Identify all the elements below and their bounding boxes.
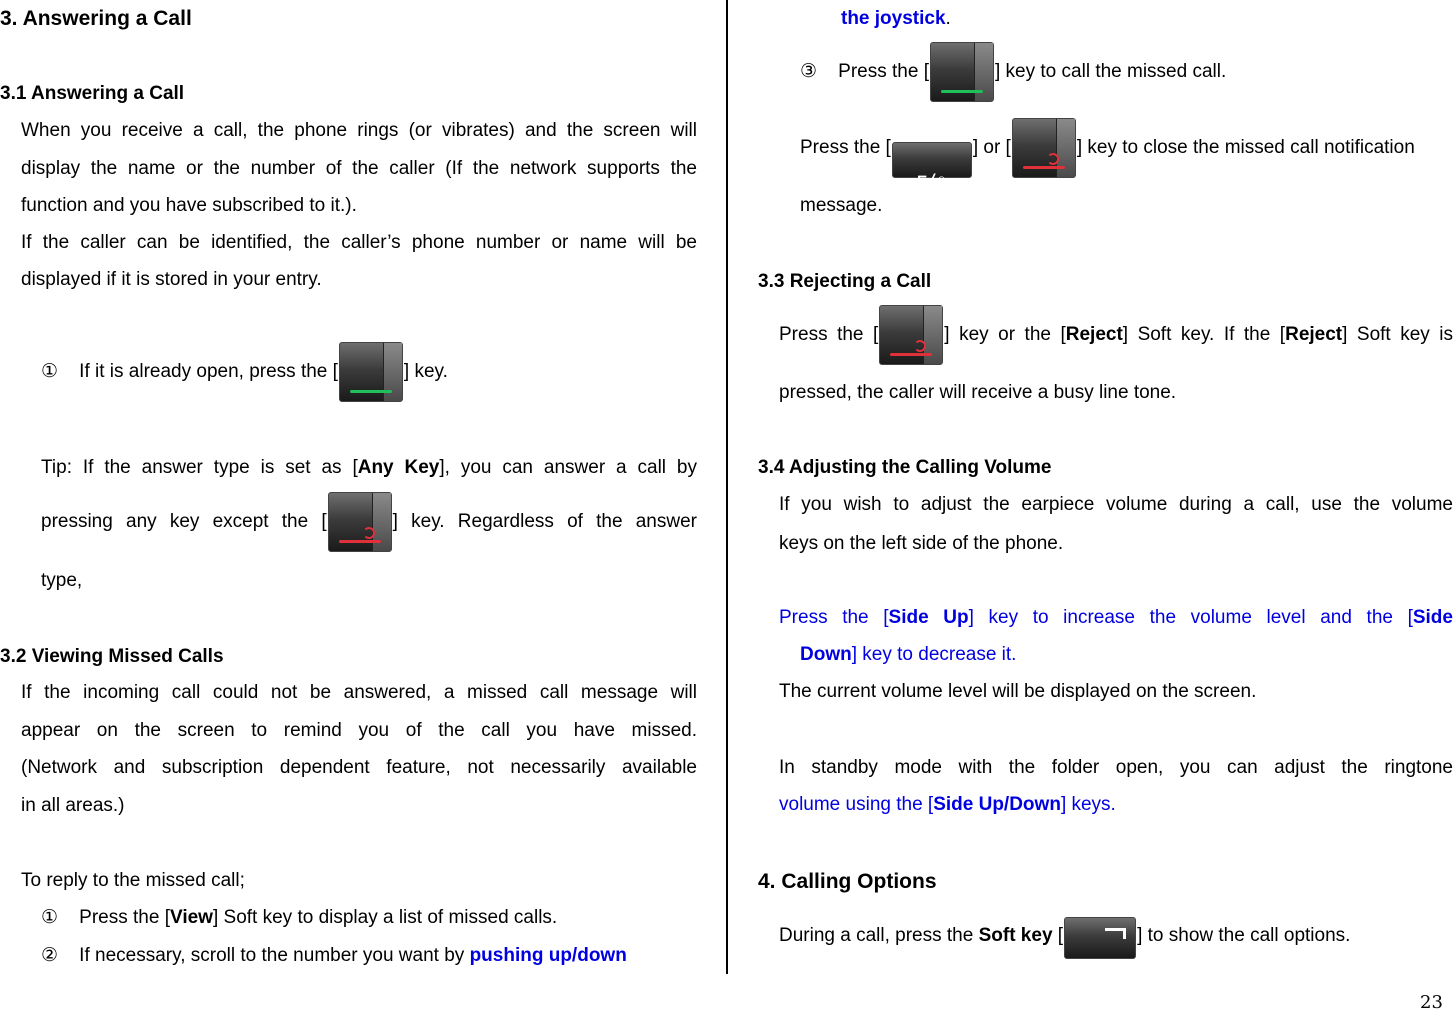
step-1-text-post: ] key. [403,361,448,382]
reply-step-1 [41,907,557,929]
the-joystick-text: the joystick [841,8,946,29]
close-notification-line [800,118,1415,189]
intro-line-2: display the name or the number of the caller (If the network supports the [21,158,697,179]
send-key-icon [339,342,403,402]
page-number: 23 [1420,992,1443,1013]
close-pre: Press the [ [800,137,891,158]
volume-line-2: keys on the left side of the phone. [779,533,1064,554]
step-3-pre: Press the [ [838,61,929,82]
intro-line-4: If the caller can be identified, the caller’s phone number or name will be [21,232,697,253]
heading-calling-options: 4. Calling Options [758,870,937,893]
step-3-marker: ③ [800,61,818,82]
step-1-marker: ① [41,361,59,382]
standby-post: ] keys. [1060,794,1116,815]
down-label: Down [800,644,852,665]
during-mid: [ [1052,925,1064,946]
reply-intro: To reply to the missed call; [21,870,245,891]
heading-answering-a-call: 3. Answering a Call [0,7,192,30]
clear-key-icon: ⊏/◦ [892,142,972,178]
missed-line-2: appear on the screen to remind you of the call you have missed. [21,720,697,741]
intro-line-3: function and you have subscribed to it.). [21,195,357,216]
step-1-text-pre: If it is already open, press the [ [79,361,338,382]
reply-step-2-marker: ② [41,945,59,966]
reply-step-1-pre: Press the [ [79,907,170,928]
reply-step-2-pre: If necessary, scroll to the number you want by [79,945,470,966]
heading-3-2: 3.2 Viewing Missed Calls [0,646,224,667]
missed-line-3: (Network and subscription dependent feature, not necessarily available [21,757,697,778]
tip-line-2-pre: pressing any key except the [ [41,511,327,532]
press-side-line-2 [800,644,1016,666]
pushing-up-down-text: pushing up/down [469,945,627,966]
intro-line-1: When you receive a call, the phone rings (or vibrates) and the screen will [21,120,697,141]
standby-line-2 [779,794,1116,816]
reply-step-1-post: ] Soft key to display a list of missed calls. [212,907,558,928]
step-3 [800,42,1226,102]
press-2-post: ] key to decrease it. [851,644,1017,665]
soft-key-icon [1064,917,1136,959]
close-post: ] key to close the missed call notification [1076,137,1415,158]
reply-step-2 [41,945,627,967]
tip-text-pre: Tip: If the answer type is set as [ [41,457,358,478]
reject-label-2: Reject [1285,324,1343,345]
joystick-period: . [945,8,951,29]
close-line-2: message. [800,195,883,216]
side-up-down-label: Side Up/Down [933,794,1061,815]
tip-line-2 [41,492,697,552]
current-volume-line: The current volume level will be displayed on the screen. [779,681,1257,702]
press-pre: Press the [ [779,607,889,628]
end-key-icon [328,492,392,552]
step-3-post: ] key to call the missed call. [995,61,1227,82]
intro-line-5: displayed if it is stored in your entry. [21,269,322,290]
soft-key-label: Soft key [978,925,1053,946]
reject-label-1: Reject [1065,324,1123,345]
side-up-label: Side Up [888,607,969,628]
tip-text-post: ], you can answer a call by [439,457,697,478]
during-post: ] to show the call options. [1137,925,1351,946]
missed-line-4: in all areas.) [21,795,125,816]
volume-line-1: If you wish to adjust the earpiece volume during a call, use the volume [779,494,1453,515]
reject-line-2: pressed, the caller will receive a busy line tone. [779,382,1177,403]
reject-pre: Press the [ [779,324,879,345]
reply-step-1-marker: ① [41,907,59,928]
reject-line-1 [779,305,1453,365]
tip-line-3: type, [41,570,83,591]
reject-mid-2: ] Soft key. If the [ [1122,324,1286,345]
standby-pre: volume using the [ [779,794,934,815]
reject-post: ] Soft key is [1342,324,1453,345]
heading-3-1: 3.1 Answering a Call [0,83,185,104]
end-key-icon [1012,118,1076,178]
step-1 [41,342,448,402]
reject-mid-1: ] key or the [ [944,324,1066,345]
tip-any-key: Any Key [357,457,440,478]
end-key-icon [879,305,943,365]
joystick-continuation [841,8,951,30]
send-key-icon [930,42,994,102]
column-divider [726,0,728,974]
side-label: Side [1412,607,1453,628]
press-mid: ] key to increase the volume level and the [ [968,607,1413,628]
tip-line-2-post: ] key. Regardless of the answer [392,511,697,532]
tip-line-1 [41,457,697,479]
during-pre: During a call, press the [779,925,979,946]
close-mid: ] or [ [972,137,1011,158]
heading-3-3: 3.3 Rejecting a Call [758,271,932,292]
during-call-line [779,913,1350,959]
heading-3-4: 3.4 Adjusting the Calling Volume [758,457,1052,478]
press-side-line-1 [779,607,1453,629]
view-key-label: View [170,907,213,928]
standby-line-1: In standby mode with the folder open, you can adjust the ringtone [779,757,1453,778]
missed-line-1: If the incoming call could not be answered, a missed call message will [21,682,697,703]
